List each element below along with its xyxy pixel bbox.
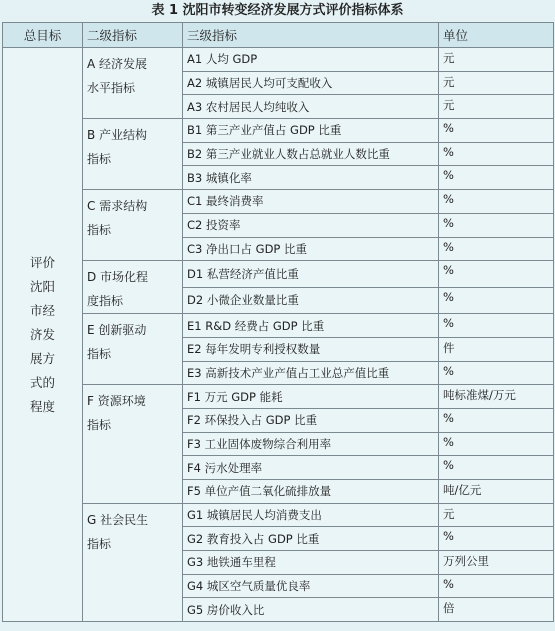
tertiary-indicator-cell xyxy=(183,503,439,527)
indicator-text: 净出口占 GDP 比重 xyxy=(206,241,308,256)
indicator-code: C1 xyxy=(187,194,203,209)
indicator-code: G1 xyxy=(187,508,204,523)
indicator-code: F4 xyxy=(187,460,201,475)
indicator-text: 城镇居民人均消费支出 xyxy=(206,508,322,523)
secondary-indicator-cell xyxy=(83,314,183,385)
secondary-indicator-line: F 资源环境 xyxy=(87,394,146,409)
indicator-code: A1 xyxy=(187,52,203,67)
indicator-text: 城镇化率 xyxy=(205,170,252,185)
indicator-text: 工业固体废物综合利用率 xyxy=(204,436,332,451)
tertiary-indicator-cell xyxy=(183,385,439,409)
unit-cell: % xyxy=(439,361,554,385)
unit-cell: % xyxy=(439,432,554,456)
unit-cell: 件 xyxy=(439,337,554,361)
indicator-text: 高新技术产业产值占工业总产值比重 xyxy=(205,365,390,380)
tertiary-indicator-cell xyxy=(183,48,439,72)
goal-line: 评价 xyxy=(29,254,55,270)
indicator-code: G5 xyxy=(187,602,204,617)
unit-cell: % xyxy=(439,213,554,237)
indicator-text: 单位产值二氧化硫排放量 xyxy=(204,484,332,499)
tertiary-indicator-cell xyxy=(183,456,439,480)
unit-cell: % xyxy=(439,142,554,166)
secondary-indicator-line: B 产业结构 xyxy=(87,128,148,143)
secondary-indicator-line: A 经济发展 xyxy=(87,57,148,71)
indicator-text: 地铁通车里程 xyxy=(206,555,276,570)
tertiary-indicator-cell xyxy=(183,361,439,385)
indicator-code: G3 xyxy=(187,555,204,570)
indicator-text: 房价收入比 xyxy=(206,602,265,617)
unit-cell: % xyxy=(439,287,554,314)
tertiary-indicator-cell xyxy=(183,314,439,338)
secondary-indicator-cell xyxy=(83,48,183,119)
indicator-text: 私营经济产值比重 xyxy=(206,266,299,281)
indicator-code: D1 xyxy=(187,266,204,281)
unit-cell: % xyxy=(439,527,554,551)
indicator-code: E1 xyxy=(187,318,202,333)
table-body xyxy=(3,48,554,622)
table-row xyxy=(3,385,554,409)
secondary-indicator-line: 指标 xyxy=(87,223,112,238)
indicator-code: C3 xyxy=(187,241,203,256)
indicator-code: G4 xyxy=(187,579,204,594)
indicator-text: 第三产业就业人数占总就业人数比重 xyxy=(205,147,390,162)
tertiary-indicator-cell xyxy=(183,480,439,504)
header-tertiary: 三级指标 xyxy=(183,23,439,48)
indicator-code: D2 xyxy=(187,293,204,308)
tertiary-indicator-cell xyxy=(183,190,439,214)
unit-cell: 吨标准煤/万元 xyxy=(439,385,554,409)
tertiary-indicator-cell xyxy=(183,551,439,575)
indicator-text: 环保投入占 GDP 比重 xyxy=(204,413,318,428)
goal-line: 济发 xyxy=(29,326,55,342)
tertiary-indicator-cell xyxy=(183,337,439,361)
indicator-code: C2 xyxy=(187,218,203,233)
secondary-indicator-cell xyxy=(83,119,183,190)
tertiary-indicator-cell xyxy=(183,574,439,598)
indicator-text: 最终消费率 xyxy=(206,194,264,209)
unit-cell: 元 xyxy=(439,503,554,527)
tertiary-indicator-cell xyxy=(183,261,439,288)
goal-line: 沈阳 xyxy=(29,278,55,294)
header-secondary: 二级指标 xyxy=(83,23,183,48)
indicator-table xyxy=(2,22,554,622)
secondary-indicator-cell xyxy=(83,503,183,621)
header-unit: 单位 xyxy=(439,23,554,48)
secondary-indicator-line: 水平指标 xyxy=(87,81,136,95)
unit-cell: 倍 xyxy=(439,598,554,622)
secondary-indicator-line: D 市场化程 xyxy=(87,270,149,285)
unit-cell: 吨/亿元 xyxy=(439,480,554,504)
indicator-code: B3 xyxy=(187,170,203,185)
indicator-code: E2 xyxy=(187,342,202,357)
header-row xyxy=(3,23,554,48)
indicator-text: 小微企业数量比重 xyxy=(206,293,299,308)
indicator-text: 第三产业产值占 GDP 比重 xyxy=(205,123,342,138)
unit-cell: % xyxy=(439,166,554,190)
indicator-code: F1 xyxy=(187,389,201,404)
goal-line: 程度 xyxy=(29,398,55,414)
table-row xyxy=(3,503,554,527)
table-row xyxy=(3,261,554,288)
tertiary-indicator-cell xyxy=(183,432,439,456)
unit-cell: 元 xyxy=(439,71,554,95)
indicator-text: 城区空气质量优良率 xyxy=(206,579,311,594)
tertiary-indicator-cell xyxy=(183,408,439,432)
indicator-text: 污水处理率 xyxy=(204,460,263,475)
tertiary-indicator-cell xyxy=(183,287,439,314)
secondary-indicator-cell xyxy=(83,261,183,314)
indicator-text: 教育投入占 GDP 比重 xyxy=(206,531,320,546)
indicator-code: B1 xyxy=(187,123,203,138)
tertiary-indicator-cell xyxy=(183,213,439,237)
indicator-code: A3 xyxy=(187,99,203,114)
tertiary-indicator-cell xyxy=(183,166,439,190)
indicator-code: F2 xyxy=(187,413,201,428)
secondary-indicator-line: 度指标 xyxy=(87,294,124,309)
unit-cell: 元 xyxy=(439,48,554,72)
goal-line: 展方 xyxy=(29,350,55,366)
unit-cell: % xyxy=(439,237,554,261)
tertiary-indicator-cell xyxy=(183,527,439,551)
secondary-indicator-line: 指标 xyxy=(87,536,112,551)
unit-cell: 万列公里 xyxy=(439,551,554,575)
indicator-text: 投资率 xyxy=(206,218,241,233)
indicator-text: 农村居民人均纯收入 xyxy=(205,99,310,114)
table-row xyxy=(3,190,554,214)
unit-cell: % xyxy=(439,408,554,432)
indicator-code: F5 xyxy=(187,484,201,499)
unit-cell: % xyxy=(439,261,554,288)
secondary-indicator-cell xyxy=(83,190,183,261)
tertiary-indicator-cell xyxy=(183,119,439,143)
goal-line: 市经 xyxy=(29,302,55,318)
table-row xyxy=(3,48,554,72)
indicator-text: 人均 GDP xyxy=(205,52,258,67)
indicator-text: 城镇居民人均可支配收入 xyxy=(205,76,333,91)
indicator-code: E3 xyxy=(187,365,202,380)
goal-cell xyxy=(3,48,83,622)
table-row xyxy=(3,314,554,338)
unit-cell: % xyxy=(439,314,554,338)
indicator-code: G2 xyxy=(187,531,204,546)
table-caption: 表 1 沈阳市转变经济发展方式评价指标体系 xyxy=(151,3,404,18)
header-goal: 总目标 xyxy=(3,23,83,48)
indicator-code: A2 xyxy=(187,76,203,91)
secondary-indicator-line: E 创新驱动 xyxy=(87,323,147,338)
unit-cell: % xyxy=(439,456,554,480)
unit-cell: % xyxy=(439,119,554,143)
secondary-indicator-line: C 需求结构 xyxy=(87,199,148,214)
indicator-code: B2 xyxy=(187,147,203,162)
indicator-text: 万元 GDP 能耗 xyxy=(204,389,283,404)
goal-line: 式的 xyxy=(29,374,55,390)
tertiary-indicator-cell xyxy=(183,237,439,261)
secondary-indicator-line: 指标 xyxy=(87,152,112,167)
table-row xyxy=(3,119,554,143)
secondary-indicator-line: 指标 xyxy=(87,418,112,433)
secondary-indicator-line: 指标 xyxy=(87,347,112,362)
unit-cell: % xyxy=(439,190,554,214)
tertiary-indicator-cell xyxy=(183,598,439,622)
tertiary-indicator-cell xyxy=(183,95,439,119)
secondary-indicator-line: G 社会民生 xyxy=(87,512,149,527)
tertiary-indicator-cell xyxy=(183,71,439,95)
unit-cell: 元 xyxy=(439,95,554,119)
indicator-code: F3 xyxy=(187,436,201,451)
indicator-text: 每年发明专利授权数量 xyxy=(205,342,321,357)
secondary-indicator-cell xyxy=(83,385,183,503)
indicator-text: R&D 经费占 GDP 比重 xyxy=(205,318,325,333)
unit-cell: % xyxy=(439,574,554,598)
tertiary-indicator-cell xyxy=(183,142,439,166)
